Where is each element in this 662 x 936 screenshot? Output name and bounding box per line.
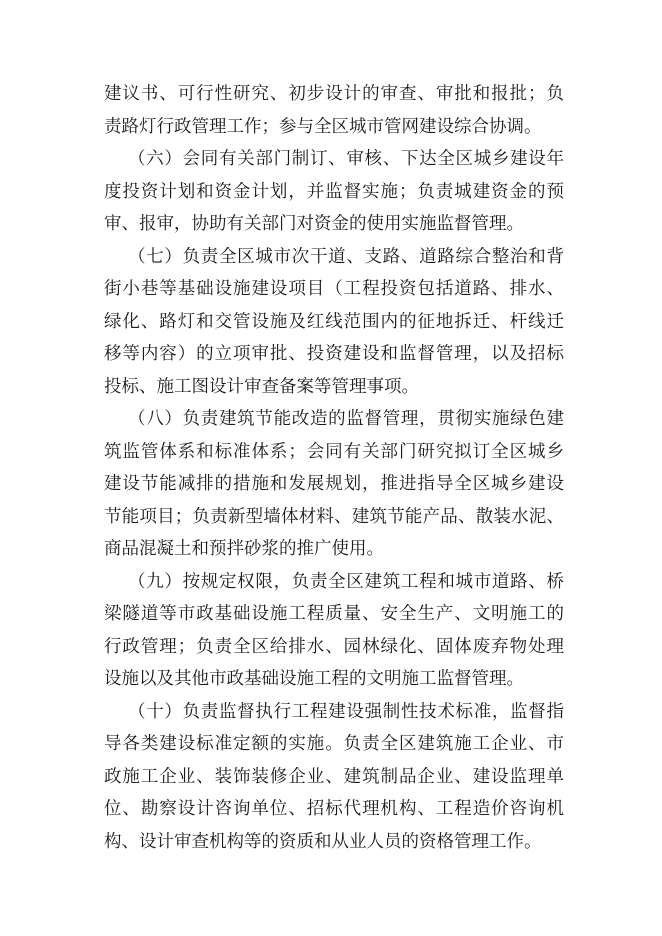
text-line: 度投资计划和资金计划，并监督实施；负责城建资金的预 [104,181,564,202]
text-line: 导各类建设标准定额的实施。负责全区建筑施工企业、市 [104,734,564,754]
text-line: 审、报审，协助有关部门对资金的使用实施监督管理。 [104,214,524,234]
text-line: 商品混凝土和预拌砂浆的推广使用。 [104,539,384,559]
text-line: 行政管理；负责全区给排水、园林绿化、固体废弃物处理 [104,636,564,657]
text-line: （九）按规定权限，负责全区建筑工程和城市道路、桥 [128,571,564,592]
text-line: 移等内容）的立项审批、投资建设和监督管理，以及招标 [104,344,564,364]
paragraph-item-6 [104,143,564,241]
text-line: 投标、施工图设计审查备案等管理事项。 [104,376,419,397]
text-line: （十）负责监督执行工程建设强制性技术标准，监督指 [128,701,564,722]
text-line: （六）会同有关部门制订、审核、下达全区城乡建设年 [128,149,564,169]
text-line: 绿化、路灯和交管设施及红线范围内的征地拆迁、杆线迁 [104,311,564,332]
text-line: 街小巷等基础设施建设项目（工程投资包括道路、排水、 [104,279,564,299]
text-line: 设施以及其他市政基础设施工程的文明施工监督管理。 [104,669,524,689]
text-line: （八）负责建筑节能改造的监督管理，贯彻实施绿色建 [128,409,564,429]
paragraph-intro-continued [104,78,564,143]
text-line: 政施工企业、装饰装修企业、建筑制品企业、建设监理单 [104,766,564,787]
text-line: 位、勘察设计咨询单位、招标代理机构、工程造价咨询机 [104,799,564,819]
text-line: 筑监管体系和标准体系；会同有关部门研究拟订全区城乡 [104,441,564,462]
text-line: 节能项目；负责新型墙体材料、建筑节能产品、散装水泥、 [104,506,564,527]
paragraph-item-7 [104,241,564,404]
paragraph-item-10 [104,696,564,859]
paragraph-item-8 [104,403,564,566]
text-line: 建设节能减排的措施和发展规划，推进指导全区城乡建设 [104,474,564,494]
text-line: 责路灯行政管理工作；参与全区城市管网建设综合协调。 [104,116,542,137]
paragraph-item-9 [104,566,564,696]
text-line: 构、设计审查机构等的资质和从业人员的资格管理工作。 [104,831,542,852]
body-text [104,78,564,858]
text-line: 建议书、可行性研究、初步设计的审查、审批和报批；负 [104,84,564,104]
text-line: 梁隧道等市政基础设施工程质量、安全生产、文明施工的 [104,604,564,624]
text-line: （七）负责全区城市次干道、支路、道路综合整治和背 [128,246,564,267]
